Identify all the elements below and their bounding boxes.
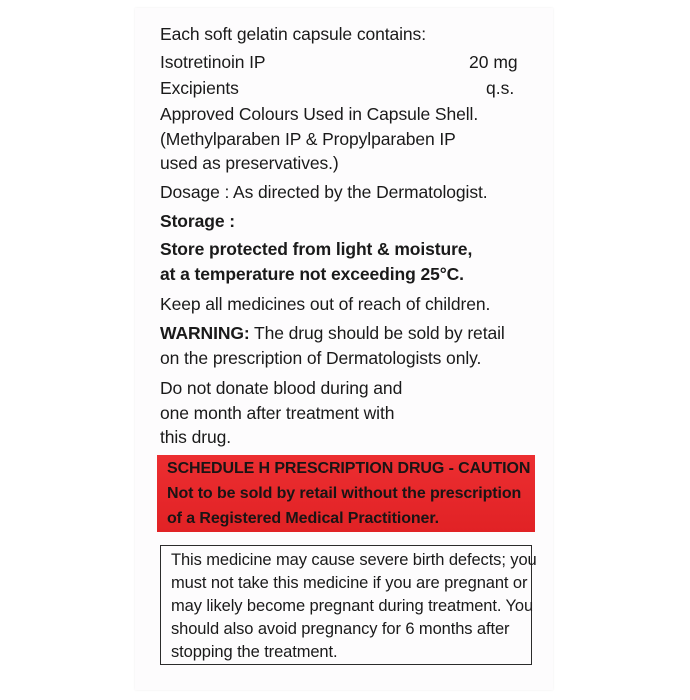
caution-line: Not to be sold by retail without the prescription [167, 485, 522, 502]
pregnancy-line: stopping the treatment. [171, 643, 338, 661]
caution-line: SCHEDULE H PRESCRIPTION DRUG - CAUTION [167, 460, 531, 477]
ingredient-amount: q.s. [486, 78, 515, 98]
ingredient-name: Isotretinoin IP [160, 52, 266, 72]
ingredient-amount: 20 mg [469, 52, 518, 72]
dosage-text: Dosage : As directed by the Dermatologist. [160, 182, 488, 202]
pregnancy-line: should also avoid pregnancy for 6 months after [171, 620, 510, 638]
pregnancy-line: must not take this medicine if you are pregnant or [171, 574, 528, 592]
storage-line: Store protected from light & moisture, [160, 239, 473, 259]
composition-heading: Each soft gelatin capsule contains: [160, 24, 426, 44]
warning-text: The drug should be sold by retail [249, 323, 505, 343]
storage-line: at a temperature not exceeding 25°C. [160, 264, 464, 284]
caution-line: of a Registered Medical Practitioner. [167, 510, 439, 527]
warning-line: on the prescription of Dermatologists only. [160, 348, 482, 368]
schedule-h-caution-box [157, 455, 535, 532]
colours-line: used as preservatives.) [160, 153, 339, 173]
blood-notice-line: Do not donate blood during and [160, 378, 403, 398]
ingredient-name: Excipients [160, 78, 239, 98]
storage-heading: Storage : [160, 211, 235, 231]
pregnancy-line: This medicine may cause severe birth defects; you [171, 551, 537, 569]
warning-label: WARNING: [160, 323, 250, 343]
blood-notice-line: this drug. [160, 427, 231, 447]
pregnancy-warning-box [160, 545, 537, 665]
colours-line: Approved Colours Used in Capsule Shell. [160, 104, 479, 124]
blood-notice-line: one month after treatment with [160, 403, 395, 423]
pregnancy-line: may likely become pregnant during treatment. You [171, 597, 534, 615]
children-notice: Keep all medicines out of reach of children. [160, 294, 491, 314]
colours-line: (Methylparaben IP & Propylparaben IP [160, 129, 456, 149]
warning-line [160, 323, 505, 344]
